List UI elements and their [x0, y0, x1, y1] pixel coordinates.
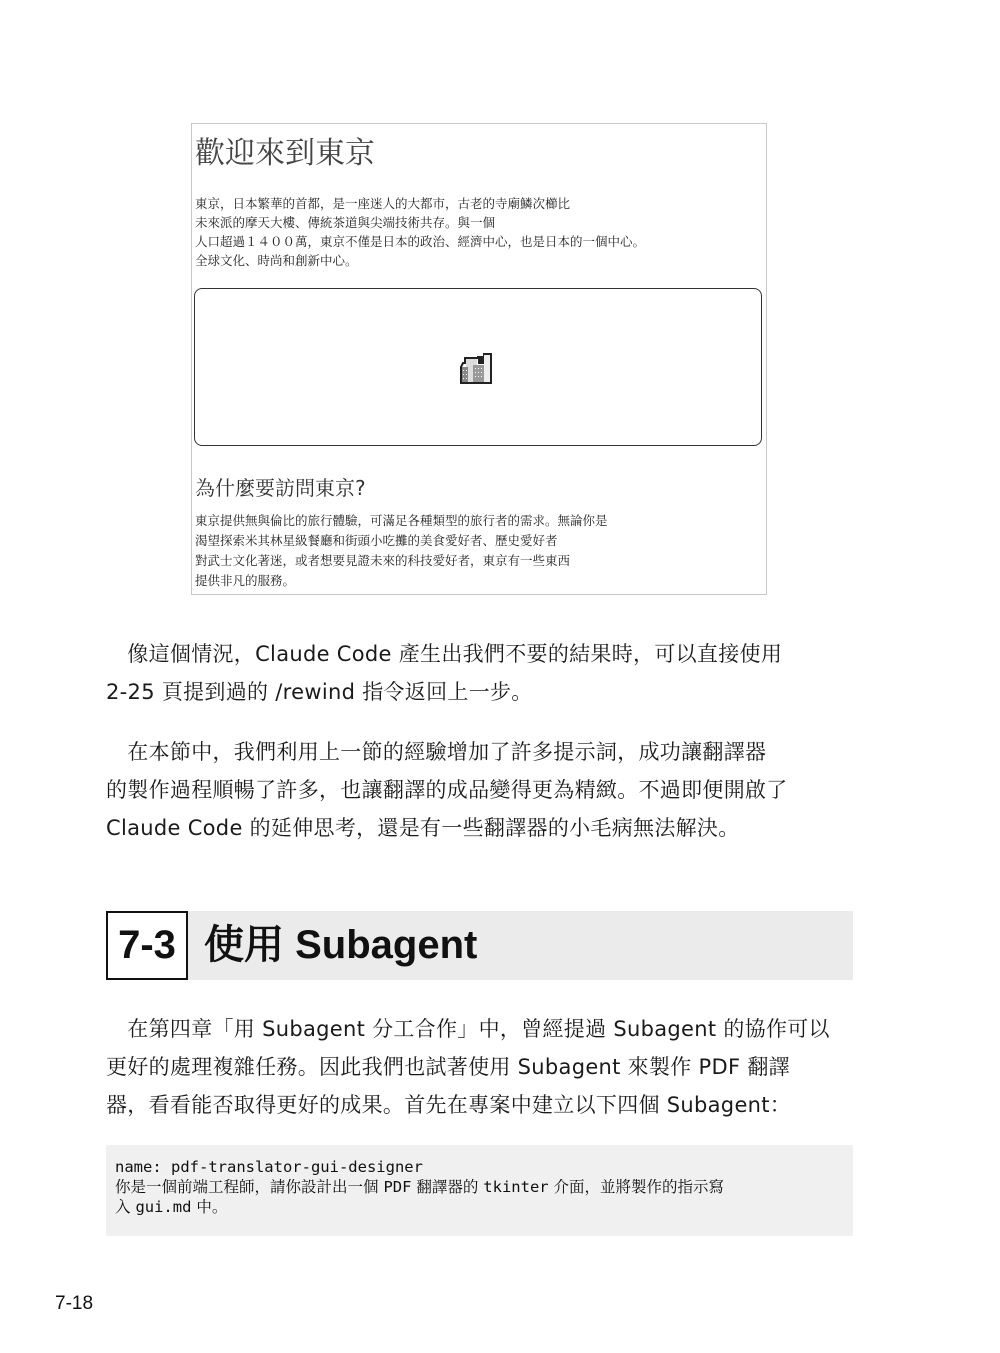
- code-text: 中。: [191, 1198, 228, 1216]
- code-inline: PDF: [383, 1178, 412, 1196]
- code-text: 你是一個前端工程師，請你設計出一個: [115, 1178, 384, 1196]
- intro-line: 人口超過１４００萬，東京不僅是日本的政治、經濟中心，也是日本的一個中心。: [195, 234, 646, 249]
- why-line: 對武士文化著迷，或者想要見證未來的科技愛好者，東京有一些東西: [195, 553, 571, 568]
- why-line: 東京提供無與倫比的旅行體驗，可滿足各種類型的旅行者的需求。無論你是: [195, 513, 608, 528]
- intro-line: 全球文化、時尚和創新中心。: [195, 253, 358, 268]
- page-number: 7-18: [55, 1293, 94, 1314]
- code-line-description-cont: [115, 1197, 844, 1217]
- paragraph-line: 在本節中，我們利用上一節的經驗增加了許多提示詞，成功讓翻譯器: [106, 740, 767, 764]
- embedded-webpage-screenshot: [191, 123, 767, 595]
- screenshot-subheading: 為什麼要訪問東京?: [195, 476, 366, 500]
- paragraph-line: Claude Code 的延伸思考，還是有一些翻譯器的小毛病無法解決。: [106, 816, 740, 840]
- paragraph-summary: [106, 733, 854, 847]
- why-line: 渴望探索米其林星級餐廳和街頭小吃攤的美食愛好者、歷史愛好者: [195, 533, 558, 548]
- section-title: 使用 Subagent: [204, 923, 478, 967]
- code-line-name: name: pdf-translator-gui-designer: [115, 1158, 423, 1176]
- intro-line: 未來派的摩天大樓、傳統茶道與尖端技術共存。與一個: [195, 215, 496, 230]
- section-heading: [106, 911, 853, 980]
- code-line-description: [115, 1177, 844, 1197]
- code-block: [106, 1145, 853, 1236]
- paragraph-subagent-intro: [106, 1010, 854, 1124]
- why-line: 提供非凡的服務。: [195, 573, 296, 588]
- screenshot-why-text: [195, 511, 755, 591]
- paragraph-line: 像這個情況，Claude Code 產生出我們不要的結果時，可以直接使用: [106, 642, 783, 666]
- screenshot-title: 歡迎來到東京: [195, 136, 375, 171]
- code-inline: tkinter: [483, 1178, 549, 1196]
- image-placeholder-box: [194, 288, 762, 446]
- paragraph-rewind: [106, 635, 854, 711]
- code-text: 翻譯器的: [411, 1178, 484, 1196]
- code-text: 介面，並將製作的指示寫: [548, 1178, 725, 1196]
- paragraph-line: 2-25 頁提到過的 /rewind 指令返回上一步。: [106, 680, 533, 704]
- intro-line: 東京，日本繁華的首都，是一座迷人的大都市，古老的寺廟鱗次櫛比: [195, 196, 571, 211]
- screenshot-intro: [195, 194, 755, 270]
- paragraph-line: 的製作過程順暢了許多，也讓翻譯的成品變得更為精緻。不過即便開啟了: [106, 778, 788, 802]
- code-text: 入: [115, 1198, 136, 1216]
- code-inline: gui.md: [135, 1198, 192, 1216]
- section-number: 7-3: [106, 911, 188, 980]
- cityscape-icon: [459, 353, 493, 385]
- paragraph-line: 器，看看能否取得更好的成果。首先在專案中建立以下四個 Subagent：: [106, 1093, 792, 1117]
- paragraph-line: 在第四章「用 Subagent 分工合作」中，曾經提過 Subagent 的協作可以: [106, 1017, 830, 1041]
- paragraph-line: 更好的處理複雜任務。因此我們也試著使用 Subagent 來製作 PDF 翻譯: [106, 1055, 790, 1079]
